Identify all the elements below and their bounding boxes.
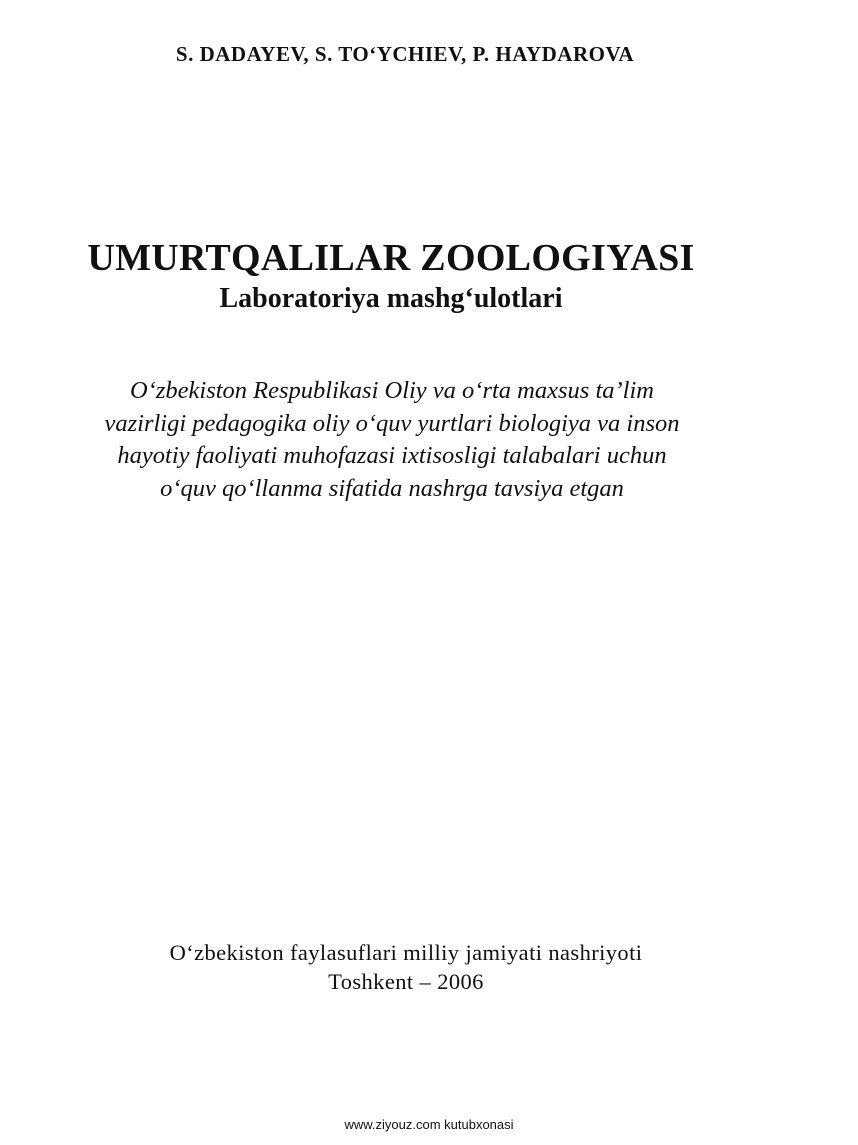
- authors: S. DADAYEV, S. TO‘YCHIEV, P. HAYDAROVA: [175, 42, 635, 66]
- book-title: UMURTQALILAR ZOOLOGIYASI: [87, 237, 695, 279]
- book-subtitle: Laboratoriya mashg‘ulotlari: [219, 283, 563, 314]
- publisher-block: [0, 938, 812, 996]
- recommendation-line: vazirligi pedagogika oliy o‘quv yurtlari biologiya va inson: [104, 409, 680, 437]
- recommendation-line: o‘quv qo‘llanma sifatida nashrga tavsiya etgan: [160, 474, 624, 502]
- recommendation-text: [60, 375, 724, 505]
- footer-watermark: www.ziyouz.com kutubxonasi: [344, 1117, 514, 1132]
- publisher-name: O‘zbekiston faylasuflari milliy jamiyati nashriyoti: [169, 940, 643, 965]
- publisher-city-year: Toshkent – 2006: [328, 969, 484, 994]
- recommendation-line: O‘zbekiston Respublikasi Oliy va o‘rta maxsus ta’lim: [130, 377, 654, 404]
- recommendation-line: hayotiy faoliyati muhofazasi ixtisosligi talabalari uchun: [117, 442, 667, 469]
